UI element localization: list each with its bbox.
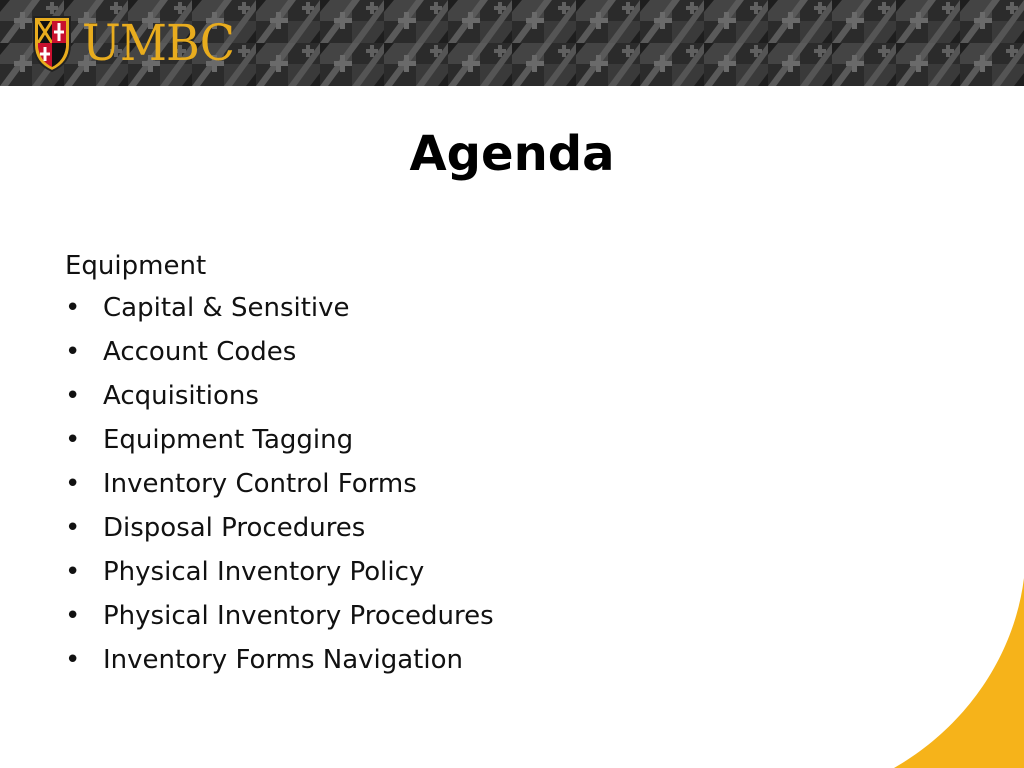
bullet-icon: • [65,425,81,455]
list-item-label: Inventory Control Forms [103,469,417,499]
list-item-label: Account Codes [103,337,297,367]
list-item-label: Inventory Forms Navigation [103,645,463,675]
list-item [65,550,865,594]
bullet-icon: • [65,293,81,323]
bullet-icon: • [65,381,81,411]
header-banner [0,0,1024,86]
list-item [65,638,865,682]
bullet-icon: • [65,513,81,543]
bullet-icon: • [65,601,81,631]
list-item [65,594,865,638]
umbc-logo[interactable] [30,12,247,74]
list-item-label: Physical Inventory Procedures [103,601,494,631]
agenda-list [65,286,865,682]
list-item [65,330,865,374]
list-item-label: Capital & Sensitive [103,293,350,323]
logo-text: UMBC [82,14,235,72]
list-item-label: Acquisitions [103,381,259,411]
agenda-content [65,246,865,682]
list-item-label: Equipment Tagging [103,425,354,455]
bullet-icon: • [65,469,81,499]
list-item [65,506,865,550]
bullet-icon: • [65,557,81,587]
list-item [65,286,865,330]
gold-swoosh-decoration [874,578,1024,768]
shield-icon [30,13,74,73]
bullet-icon: • [65,645,81,675]
bullet-icon: • [65,337,81,367]
list-item-label: Physical Inventory Policy [103,557,425,587]
list-item-label: Disposal Procedures [103,513,366,543]
list-item [65,418,865,462]
section-heading: Equipment [65,251,207,281]
slide-title: Agenda [409,126,615,182]
list-item [65,462,865,506]
list-item [65,374,865,418]
